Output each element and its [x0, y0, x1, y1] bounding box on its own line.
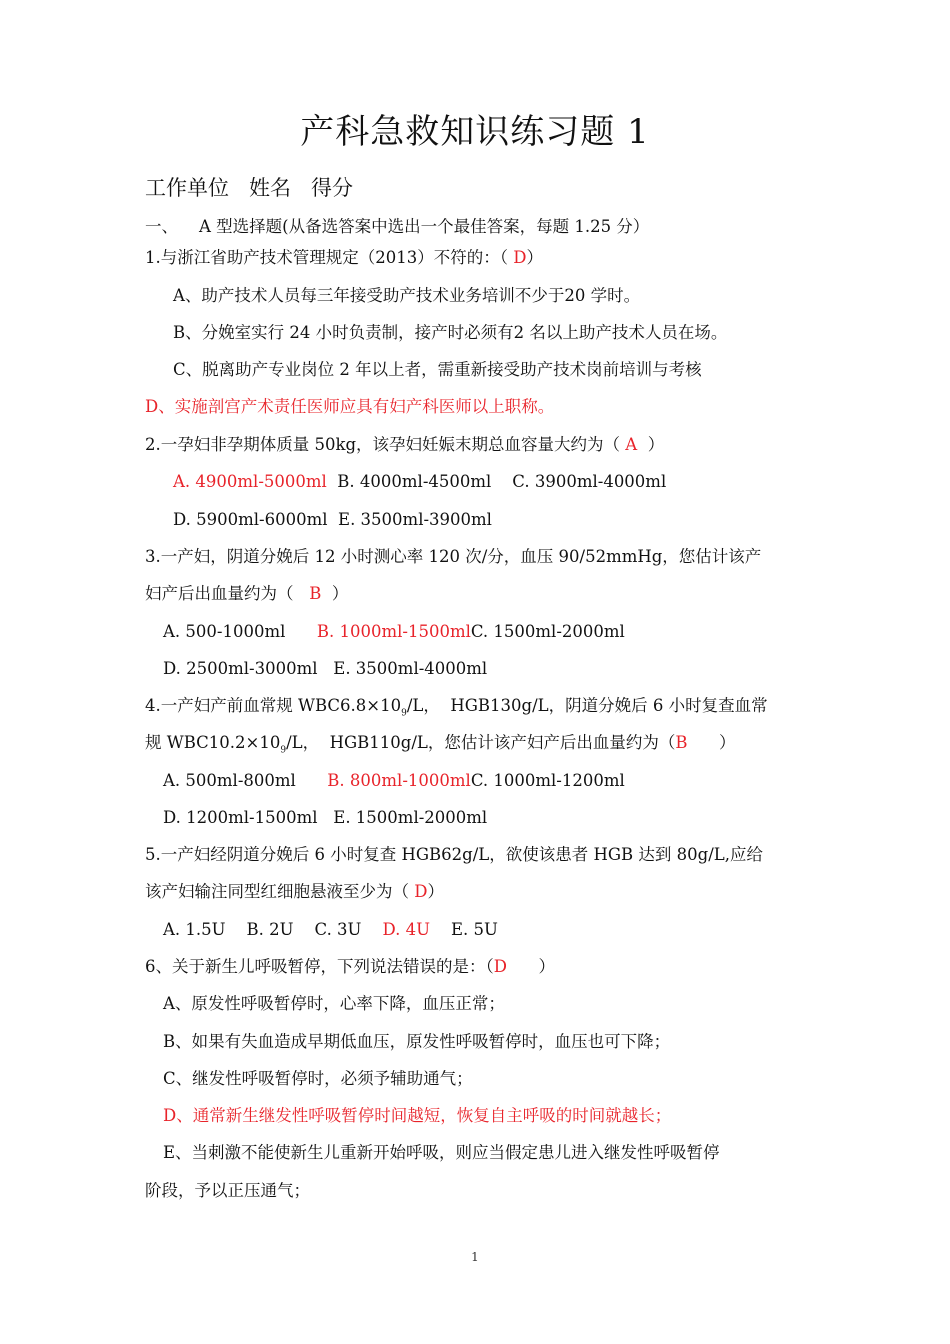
answer-3: B: [309, 584, 322, 603]
q4-options-row-2: D. 1200ml-1500ml E. 1500ml-2000ml: [163, 808, 488, 827]
answer-2: A: [625, 435, 638, 454]
answer-5: D: [414, 882, 428, 901]
question-5-stem: 5.一产妇经阴道分娩后 6 小时复查 HGB62g/L，欲使该患者 HGB 达到 80g/L,应给: [145, 845, 763, 864]
q2-options-row-2: D. 5900ml-6000ml E. 3500ml-3900ml: [173, 510, 492, 529]
q1-option-a: A、助产技术人员每三年接受助产技术业务培训不少于20 学时。: [173, 286, 641, 305]
q3-option-b: B. 1000ml-1500ml: [316, 622, 471, 641]
q1-option-c: C、脱离助产专业岗位 2 年以上者，需重新接受助产技术岗前培训与考核: [173, 360, 702, 379]
question-6-stem: 6、关于新生儿呼吸暂停，下列说法错误的是：（D ）: [145, 957, 555, 976]
q5-option-d: D. 4U: [382, 920, 430, 939]
q4-options-row-1: A. 500ml-800ml B. 800ml-1000mlC. 1000ml-1200ml: [163, 771, 625, 790]
question-1-stem: 1.与浙江省助产技术管理规定（2013）不符的：（ D）: [145, 248, 543, 267]
header-fields: 工作单位 姓名 得分: [145, 176, 354, 200]
question-4-stem: 4.一产妇产前血常规 $WBC6.8\times 10_9/L$， HGB130g/L，阴道分娩后 6 小时复查血常: [145, 696, 768, 719]
q4-option-b: B. 800ml-1000ml: [327, 771, 471, 790]
page-number: 1: [471, 1250, 479, 1264]
q2-option-a: A. 4900ml-5000ml: [173, 472, 327, 491]
q6-option-a: A、原发性呼吸暂停时，心率下降，血压正常；: [163, 994, 505, 1013]
question-3-stem: 3.一产妇，阴道分娩后 12 小时测心率 120 次/分，血压 90/52mmHg，您估计该产: [145, 547, 762, 566]
question-2-stem: 2.一孕妇非孕期体质量 50kg，该孕妇妊娠末期总血容量大约为（ A ）: [145, 435, 665, 454]
question-3-stem-2: 妇产后出血量约为（ B ）: [145, 584, 349, 603]
answer-4: B: [675, 733, 688, 752]
q6-option-d: D、通常新生继发性呼吸暂停时间越短，恢复自主呼吸的时间就越长；: [163, 1106, 672, 1125]
q6-option-e-cont: 阶段，予以正压通气；: [145, 1181, 310, 1200]
q6-option-e: E、当刺激不能使新生儿重新开始呼吸，则应当假定患儿进入继发性呼吸暂停: [163, 1143, 720, 1162]
q6-option-c: C、继发性呼吸暂停时，必须予辅助通气；: [163, 1069, 473, 1088]
q3-options-row-2: D. 2500ml-3000ml E. 3500ml-4000ml: [163, 659, 488, 678]
question-5-stem-2: 该产妇输注同型红细胞悬液至少为（ D）: [145, 882, 444, 901]
question-4-stem-2: 规 $WBC10.2\times 10_9/L$， HGB110g/L，您估计该产妇产后出血量约为（B ）: [145, 733, 736, 756]
section-heading: 一、 A 型选择题(从备选答案中选出一个最佳答案，每题 1.25 分）: [145, 217, 650, 236]
q3-options-row-1: A. 500-1000ml B. 1000ml-1500mlC. 1500ml-2000ml: [163, 622, 625, 641]
answer-1: D: [513, 248, 527, 267]
answer-6: D: [493, 957, 507, 976]
page-title: 产科急救知识练习题 1: [300, 112, 650, 152]
q5-options: A. 1.5U B. 2U C. 3U D. 4U E. 5U: [163, 920, 498, 939]
q2-options-row-1: A. 4900ml-5000ml B. 4000ml-4500ml C. 3900ml-4000ml: [173, 472, 667, 491]
q6-option-b: B、如果有失血造成早期低血压，原发性呼吸暂停时，血压也可下降；: [163, 1032, 671, 1051]
q1-option-d: D、实施剖宫产术责任医师应具有妇产科医师以上职称。: [145, 397, 555, 416]
q1-option-b: B、分娩室实行 24 小时负责制，接产时必须有2 名以上助产技术人员在场。: [173, 323, 728, 342]
